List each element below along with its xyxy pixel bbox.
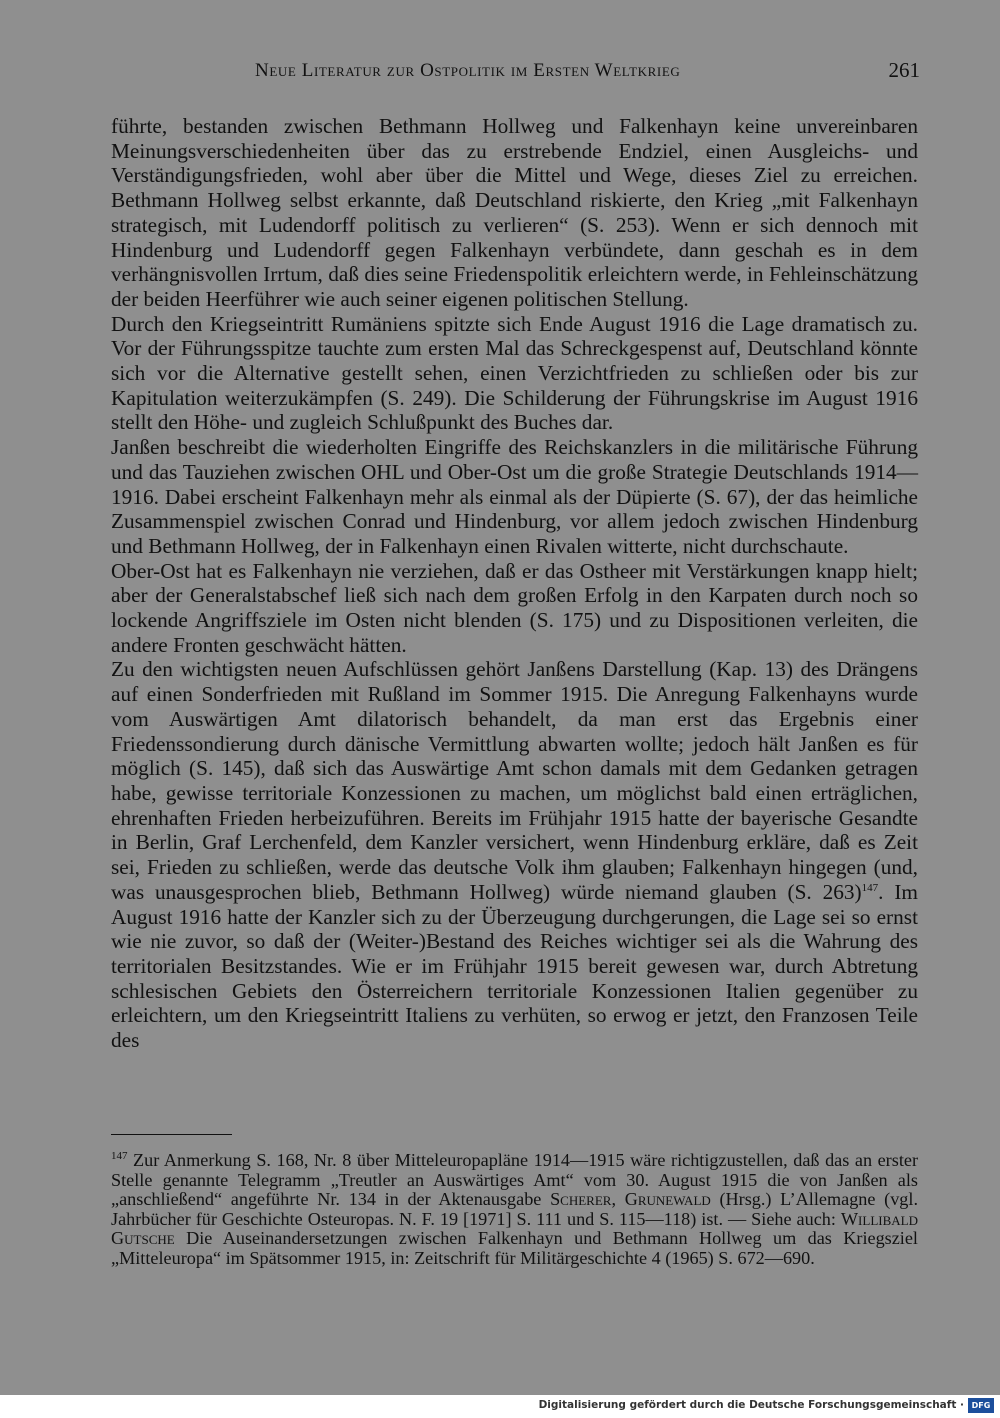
- page-header: [110, 58, 920, 88]
- paragraph-1: führte, bestanden zwischen Bethmann Hollweg und Falkenhayn keine unvereinbaren Meinungsverschiedenheiten über das zu erstrebende Endziel, einen Ausgleichs- und Verständigungsfrieden, wohl aber über die Mittel und Wege, dieses Ziel zu erreichen. Bethmann Hollweg selbst erkannte, daß Deutschland riskierte, den Krieg „mit Falkenhayn strategisch, mit Ludendorff politisch zu verlieren“ (S. 253). Wenn er sich dennoch mit Hindenburg und Ludendorff gegen Falkenhayn verbündete, dann geschah es in dem verhängnisvollen Irrtum, daß dies seine Friedenspolitik erleichtern werde, in Fehleinschätzung der beiden Heerführer wie auch seiner eigenen politischen Stellung.: [111, 114, 918, 311]
- footer-credit: Digitalisierung gefördert durch die Deutsche Forschungsgemeinschaft ·: [538, 1399, 964, 1411]
- paragraph-5: [111, 657, 918, 1052]
- paragraph-5-part-2: . Im August 1916 hatte der Kanzler sich zu der Überzeugung durchgerungen, die Lage sei so ernst wie nie zuvor, so daß der (Weiter-)Bestand des Reiches wichtiger sei als die Wahrung des territorialen Besitzstandes. Wie er im Frühjahr 1915 bereit gewesen war, durch Abtretung schlesischen Gebiets den Österreichern territoriale Konzessionen Italien gegenüber zu erleichtern, um den Kriegseintritt Italiens zu verhüten, so erwog er jetzt, den Franzosen Teile des: [111, 879, 918, 1053]
- page-number: 261: [888, 58, 920, 82]
- running-head: Neue Literatur zur Ostpolitik im Ersten Weltkrieg: [255, 60, 681, 81]
- author-name: Scherer: [550, 1189, 612, 1210]
- paragraph-4: Ober-Ost hat es Falkenhayn nie verziehen, daß er das Ostheer mit Verstärkungen knapp hielt; aber der Generalstabschef ließ sich nach dem großen Erfolg in den Karpaten durch noch so lockende Angriffsziele im Osten nicht blenden (S. 175) und zu Dispositionen verleiten, die andere Fronten geschwächt hätten.: [111, 558, 918, 657]
- footnote-number: 147: [111, 1149, 128, 1162]
- paragraph-2: Durch den Kriegseintritt Rumäniens spitzte sich Ende August 1916 die Lage dramatisch zu. Vor der Führungsspitze tauchte zum ersten Mal das Schreckgespenst auf, Deutschland könnte sich vor die Alternative gestellt sehen, einen Verzichtfrieden zu schließen oder bis zur Kapitulation weiterzukämpfen (S. 249). Die Schilderung der Führungskrise im August 1916 stellt den Höhe- und zugleich Schlußpunkt des Buches dar.: [111, 311, 918, 435]
- footnote-text: ,: [611, 1189, 625, 1210]
- footnote-text: Zur Anmerkung S. 168, Nr. 8 über Mitteleuropapläne 1914—1915 wäre richtigzustellen, daß das an erster Stelle genannte Telegramm „Treutler an Auswärtiges Amt“ vom 30. August 1915 die von Janßen als „anschließend“ angeführte Nr. 134 in der Aktenausgabe: [111, 1150, 918, 1210]
- footnote-text: Die Auseinandersetzungen zwischen Falkenhayn und Bethmann Hollweg um das Kriegsziel „Mitteleuropa“ im Spätsommer 1915, in: Zeitschrift für Militärgeschichte 4 (1965) S. 672—690.: [111, 1228, 918, 1268]
- paragraph-3: Janßen beschreibt die wiederholten Eingriffe des Reichskanzlers in die militärische Führung und das Tauziehen zwischen OHL und Ober-Ost um die große Strategie Deutschlands 1914—1916. Dabei erscheint Falkenhayn mehr als einmal als der Düpierte (S. 67), der das heimliche Zusammenspiel zwischen Conrad und Hindenburg, vor allem jedoch zwischen Hindenburg und Bethmann Hollweg, der in Falkenhayn einen Rivalen witterte, nicht durchschaute.: [111, 435, 918, 558]
- footnote-text: (Hrsg.) L’Allemagne (vgl. Jahrbücher für Geschichte Osteuropas. N. F. 19 [1971] S. 111 und S. 115—118) ist. — Siehe auch:: [111, 1189, 918, 1229]
- footnote-147: [111, 1151, 918, 1269]
- dfg-logo: DFG: [968, 1398, 994, 1413]
- digitization-footer: [0, 1395, 1000, 1418]
- main-text: [111, 114, 918, 1053]
- paragraph-5-part-1: Zu den wichtigsten neuen Aufschlüssen gehört Janßens Darstellung (Kap. 13) des Drängens auf einen Sonderfrieden mit Rußland im Sommer 1915. Die Anregung Falkenhayns wurde vom Auswärtigen Amt dilatorisch behandelt, da man erst das Ergebnis einer Friedenssondierung durch dänische Vermittlung abwarten wollte; jedoch hält Janßen es für möglich (S. 145), daß sich das Auswärtige Amt schon damals mit dem Gedanken getragen habe, gewisse territoriale Konzessionen zu machen, um möglichst bald einen erträglichen, ehrenhaften Frieden herbeizuführen. Bereits im Frühjahr 1915 hatte der bayerische Gesandte in Berlin, Graf Lerchenfeld, dem Kanzler versichert, wenn Hindenburg erkläre, daß es Zeit sei, Frieden zu schließen, werde das deutsche Volk ihm glauben; Falkenhayn hingegen (und, was unausgesprochen blieb, Bethmann Hollweg) würde niemand glauben (S. 263): [111, 657, 918, 904]
- author-name: Willibald Gutsche: [111, 1208, 918, 1249]
- footnote-divider: [111, 1134, 232, 1135]
- footnote: [111, 1151, 918, 1269]
- author-name: Grunewald: [624, 1189, 711, 1210]
- footnote-reference: 147: [861, 881, 879, 894]
